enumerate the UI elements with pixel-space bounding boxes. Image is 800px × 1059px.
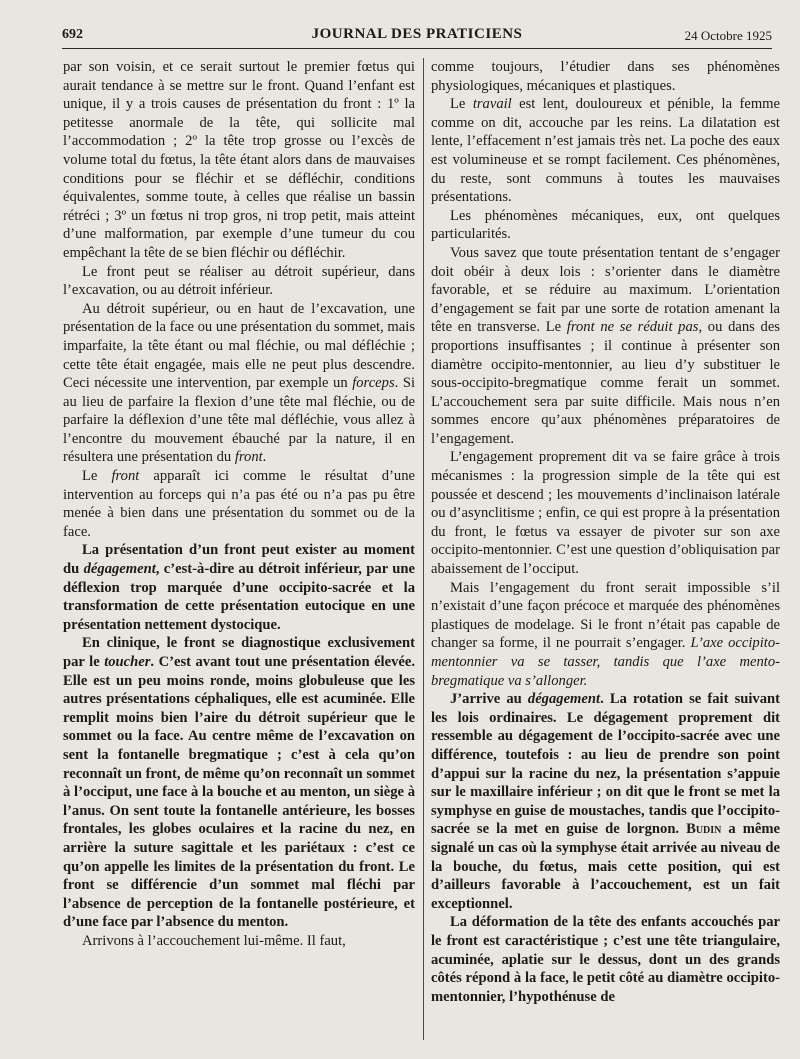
paragraph: par son voisin, et ce serait surtout le premier fœtus qui aurait tendance à se mettre sur le front. Quand l’enfant est unique, il y a trois causes de présentation du front : 1º la petitesse anormale de la tête, qui sollicite mal l’accommodation ; 2º la tête trop grosse ou l’excès de volume total du fœtus, la tête étant alors dans de mauvaises conditions pour se fléchir et se défléchir, conditions équivalentes, somme toute, à celles que réalise un bassin rétréci ; 3º un fœtus ni trop gros, ni trop petit, mais atteint d’une malformation, par exemple d’une tumeur du cou empêchant la tête de se bien fléchir ou défléchir. (63, 59, 415, 261)
paragraph: Arrivons à l’accouchement lui-même. Il faut, (82, 932, 346, 949)
page-number: 692 (62, 27, 83, 42)
paragraph: Mais l’engagement du front serait impossible s’il n’existait d’une façon précoce et marquée des phénomènes plastiques de modelage. Si le front n’était pas capable de changer sa forme, il ne pourrait s’engager. L’axe occipito-mentonnier va se tasser, tandis que l’axe mento-bregmatique va s’allonger. (431, 579, 780, 689)
paragraph: En clinique, le front se diagnostique exclusivement par le toucher. C’est avant tout une présentation élevée. Elle est un peu moins ronde, moins globuleuse que les autres présentations céphaliques, elle est acuminée. Elle remplit moins bien l’aire du détroit supérieur que le sommet ou la face. Au centre même de l’excavation on sent la fontanelle bregmatique ; c’est à cela qu’on reconnaît un front, de même qu’on reconnaît un sommet à l’occiput, une face à la bouche et au menton, un siège à l’anus. On sent toute la fontanelle antérieure, les bosses frontales, les globes oculaires et la racine du nez, en arrière la suture sagittale et les pariétaux : c’est ce qu’on appelle les limites de la présentation du front. Le front se différencie d’un sommet mal fléchi par l’absence de perception de la fontanelle postérieure, et d’une face par l’absence du menton. (63, 635, 415, 931)
column-divider (423, 58, 424, 1040)
paragraph: Le front peut se réaliser au détroit supérieur, dans l’excavation, ou au détroit inférieur. (63, 263, 415, 299)
paragraph: J’arrive au dégagement. La rotation se fait suivant les lois ordinaires. Le dégagement proprement dit ressemble au dégagement de l’occipito-sacrée avec une différence, toutefois : au lieu de prendre son point d’appui sur la racine du nez, la présentation s’appuie sur le maxillaire inférieur ; on dit que le front se met la symphyse en guise de moustaches, tandis que l’occipito-sacrée se la met en guise de lorgnon. Budin a même signalé un cas où la symphyse était arrivée au niveau de la bouche, du fœtus, mais cette position, qui est d’ailleurs favorable à l’accouchement, est un fait exceptionnel. (431, 691, 780, 912)
paragraph: Le front apparaît ici comme le résultat d’une intervention au forceps qui n’a pas été ou n’a pas pu être menée à bien dans une présentation du sommet ou de la face. (63, 468, 415, 540)
author-name: Budin (686, 821, 722, 838)
running-header (62, 22, 772, 49)
right-column (431, 58, 780, 1058)
issue-date: 24 Octobre 1925 (684, 28, 772, 43)
paragraph: La présentation d’un front peut exister au moment du dégagement, c’est-à-dire au détroit inférieur, par une déflexion trop marquée d’une occipito-sacrée et la transformation de cette présentation eutocique en une présentation nettement dystocique. (63, 542, 415, 633)
paragraph: L’engagement proprement dit va se faire grâce à trois mécanismes : la progression simple de la tête qui est poussée et descend ; les mouvements d’inclinaison latérale ou d’asynclitisme ; enfin, ce qui est propre à la présentation du front, le fœtus va essayer de pivoter sur son axe occipito-mentonnier. C’est une question d’obliquisation par abaissement de l’occiput. (431, 449, 780, 578)
paragraph: La déformation de la tête des enfants accouchés par le front est caractéristique ; c’est une tête triangulaire, acuminée, aplatie sur le dessus, dont un des grands côtés répond à la face, le petit côté au diamètre occipito-mentonnier, l’hypothénuse de (431, 914, 780, 1005)
paragraph: Vous savez que toute présentation tentant de s’engager doit obéir à deux lois : s’orienter dans le diamètre favorable, et se réduire au maximum. L’orientation d’engagement se fait par une sorte de rotation amenant la tête en transverse. Le front ne se réduit pas, ou dans des proportions insuffisantes ; il continue à présenter son diamètre occipito-mentonnier, au lieu d’y substituer le sous-occipito-bregmatique comme ferait un sommet. L’accouchement sera par suite difficile. Mais nous n’en sommes encore qu’aux phénomènes préparatoires de l’engagement. (431, 244, 780, 447)
paragraph: comme toujours, l’étudier dans ses phénomènes physiologiques, mécaniques et plastiques. (431, 59, 780, 94)
paragraph: Au détroit supérieur, ou en haut de l’excavation, une présentation de la face ou une présentation du sommet, mais imparfaite, la tête étant ou mal fléchie, ou mal défléchie ; cette tête était engagée, mais elle ne peut plus descendre. Ceci nécessite une intervention, par exemple un forceps. Si au lieu de parfaire la flexion d’une tête mal fléchie, ou de parfaire la déflexion d’une tête mal défléchie, vous allez à l’encontre du mouvement ébauché par la nature, il en résultera une présentation du front. (63, 300, 415, 466)
paragraph: Les phénomènes mécaniques, eux, ont quelques particularités. (431, 207, 780, 243)
paragraph: Le travail est lent, douloureux et pénible, la femme comme on dit, accouche par les reins. La dilatation est lente, l’effacement n’est jamais très net. La poche des eaux est volumineuse et se rompt facilement. Ces phénomènes, du reste, sont communs à toutes les mauvaises présentations. (431, 96, 780, 206)
left-column (63, 58, 415, 1058)
journal-title: JOURNAL DES PRATICIENS (311, 26, 523, 42)
